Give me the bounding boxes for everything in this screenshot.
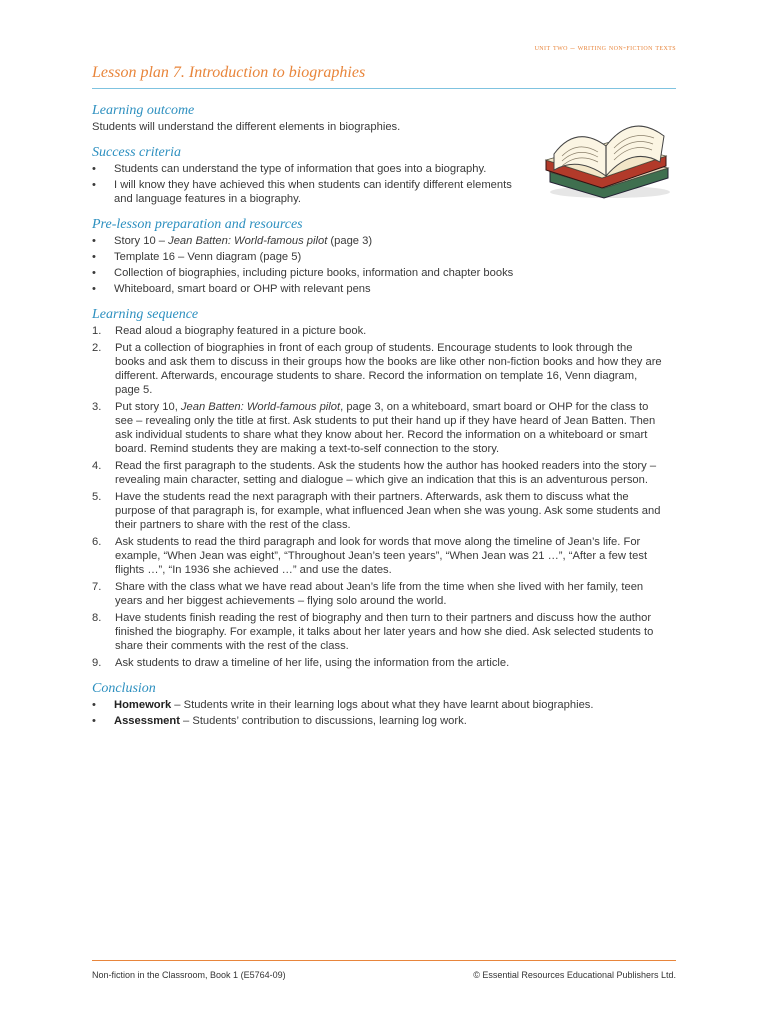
list-item [92,400,664,456]
assessment-text: – Students’ contribution to discussions, learning log work. [179,715,467,727]
list-item: • Students can understand the type of information that goes into a biography. [92,162,512,176]
item-suffix: (page 3) [327,235,373,247]
item-prefix: Story 10 – [114,235,169,247]
unit-header: unit two – writing non-fiction texts [534,42,676,52]
step-text: Have students finish reading the rest of biography and then turn to their partners and discuss how the author finished the biography. For example, it talks about her later years and how she died. Ask selected students to share their comments with the rest of the class. [115,612,654,652]
story-title: Jean Batten: World-famous pilot [168,235,328,247]
preparation-heading: Pre-lesson preparation and resources [92,217,303,232]
step-text-suffix: , page 3, on a whiteboard, smart board or OHP for the class to see – revealing only the title at first. Ask students to put their hand up if they have heard of Jean Batten. Then ask individual students to share what they know about her. Record the information on a whiteboard or smart board. Remind students they are making a text-to-self connection to the story. [115,401,656,455]
step-text-prefix: Put story 10, [115,401,181,413]
conclusion-list [92,698,664,728]
conclusion-heading: Conclusion [92,681,156,696]
step-number: 3. [92,401,102,413]
step-number: 4. [92,460,102,472]
step-text: Share with the class what we have read about Jean’s life from the time when she lived with her family, teen years and her biggest achievements – flying solo around the world. [115,581,644,607]
learning-sequence-list [92,324,664,670]
homework-text: – Students write in their learning logs about what they have learnt about biographies. [171,699,594,711]
list-item [92,535,664,577]
step-text: Ask students to draw a timeline of her life, using the information from the article. [115,657,510,669]
title-divider [92,88,676,89]
step-number: 2. [92,342,102,354]
story-title: Jean Batten: World-famous pilot [180,401,341,413]
step-number: 1. [92,325,102,337]
page-title: Lesson plan 7. Introduction to biographies [92,64,366,81]
footer-divider [92,960,676,961]
step-text: Put a collection of biographies in front of each group of students. Encourage students to look through the books and ask them to discuss in their groups how the books are like other non-fiction books and how they are different. Afterwards, encourage students to share. Record the information on template 16, Venn diagram, page 5. [115,342,662,396]
list-item [92,580,664,608]
success-criteria-list [92,162,512,206]
list-item [92,714,664,728]
assessment-label: Assessment [114,715,180,727]
list-item: • Whiteboard, smart board or OHP with relevant pens [92,282,664,296]
list-item [92,490,664,532]
step-number: 6. [92,536,102,548]
learning-sequence-heading: Learning sequence [92,307,199,322]
step-text: Read aloud a biography featured in a picture book. [115,325,367,337]
list-item [92,698,664,712]
lesson-content [92,104,664,740]
step-number: 9. [92,657,102,669]
homework-label: Homework [114,699,172,711]
list-item [92,611,664,653]
step-number: 8. [92,612,102,624]
list-item [92,234,664,248]
learning-outcome-text: Students will understand the different elements in biographies. [92,121,401,133]
learning-outcome-heading: Learning outcome [92,103,195,118]
success-criteria-heading: Success criteria [92,145,182,160]
footer-book-title: Non-fiction in the Classroom, Book 1 (E5764-09) [92,970,286,980]
list-item: • Template 16 – Venn diagram (page 5) [92,250,664,264]
step-number: 7. [92,581,102,593]
step-number: 5. [92,491,102,503]
list-item [92,656,664,670]
step-text: Ask students to read the third paragraph and look for words that move along the timeline of Jean’s life. For example, “When Jean was eight”, “Throughout Jean’s teen years”, “When Jean was 21 …”, “After a few test flights …”, “In 1936 she achieved …” and use the dates. [115,536,648,576]
list-item [92,341,664,397]
step-text: Have the students read the next paragraph with their partners. Afterwards, ask them to discuss what the purpose of that paragraph is, for example, what influenced Jean when she was young. Ask some students and their partners to share with the rest of the class. [115,491,661,531]
list-item: • Collection of biographies, including picture books, information and chapter books [92,266,664,280]
footer-copyright: © Essential Resources Educational Publishers Ltd. [473,970,676,980]
list-item: • I will know they have achieved this when students can identify different elements and language features in a biography. [92,178,512,206]
preparation-list [92,234,664,296]
step-text: Read the first paragraph to the students. Ask the students how the author has hooked readers into the story – revealing main character, setting and dialogue – which give an indication that this is an adventurous person. [115,460,657,486]
list-item [92,459,664,487]
list-item [92,324,664,338]
